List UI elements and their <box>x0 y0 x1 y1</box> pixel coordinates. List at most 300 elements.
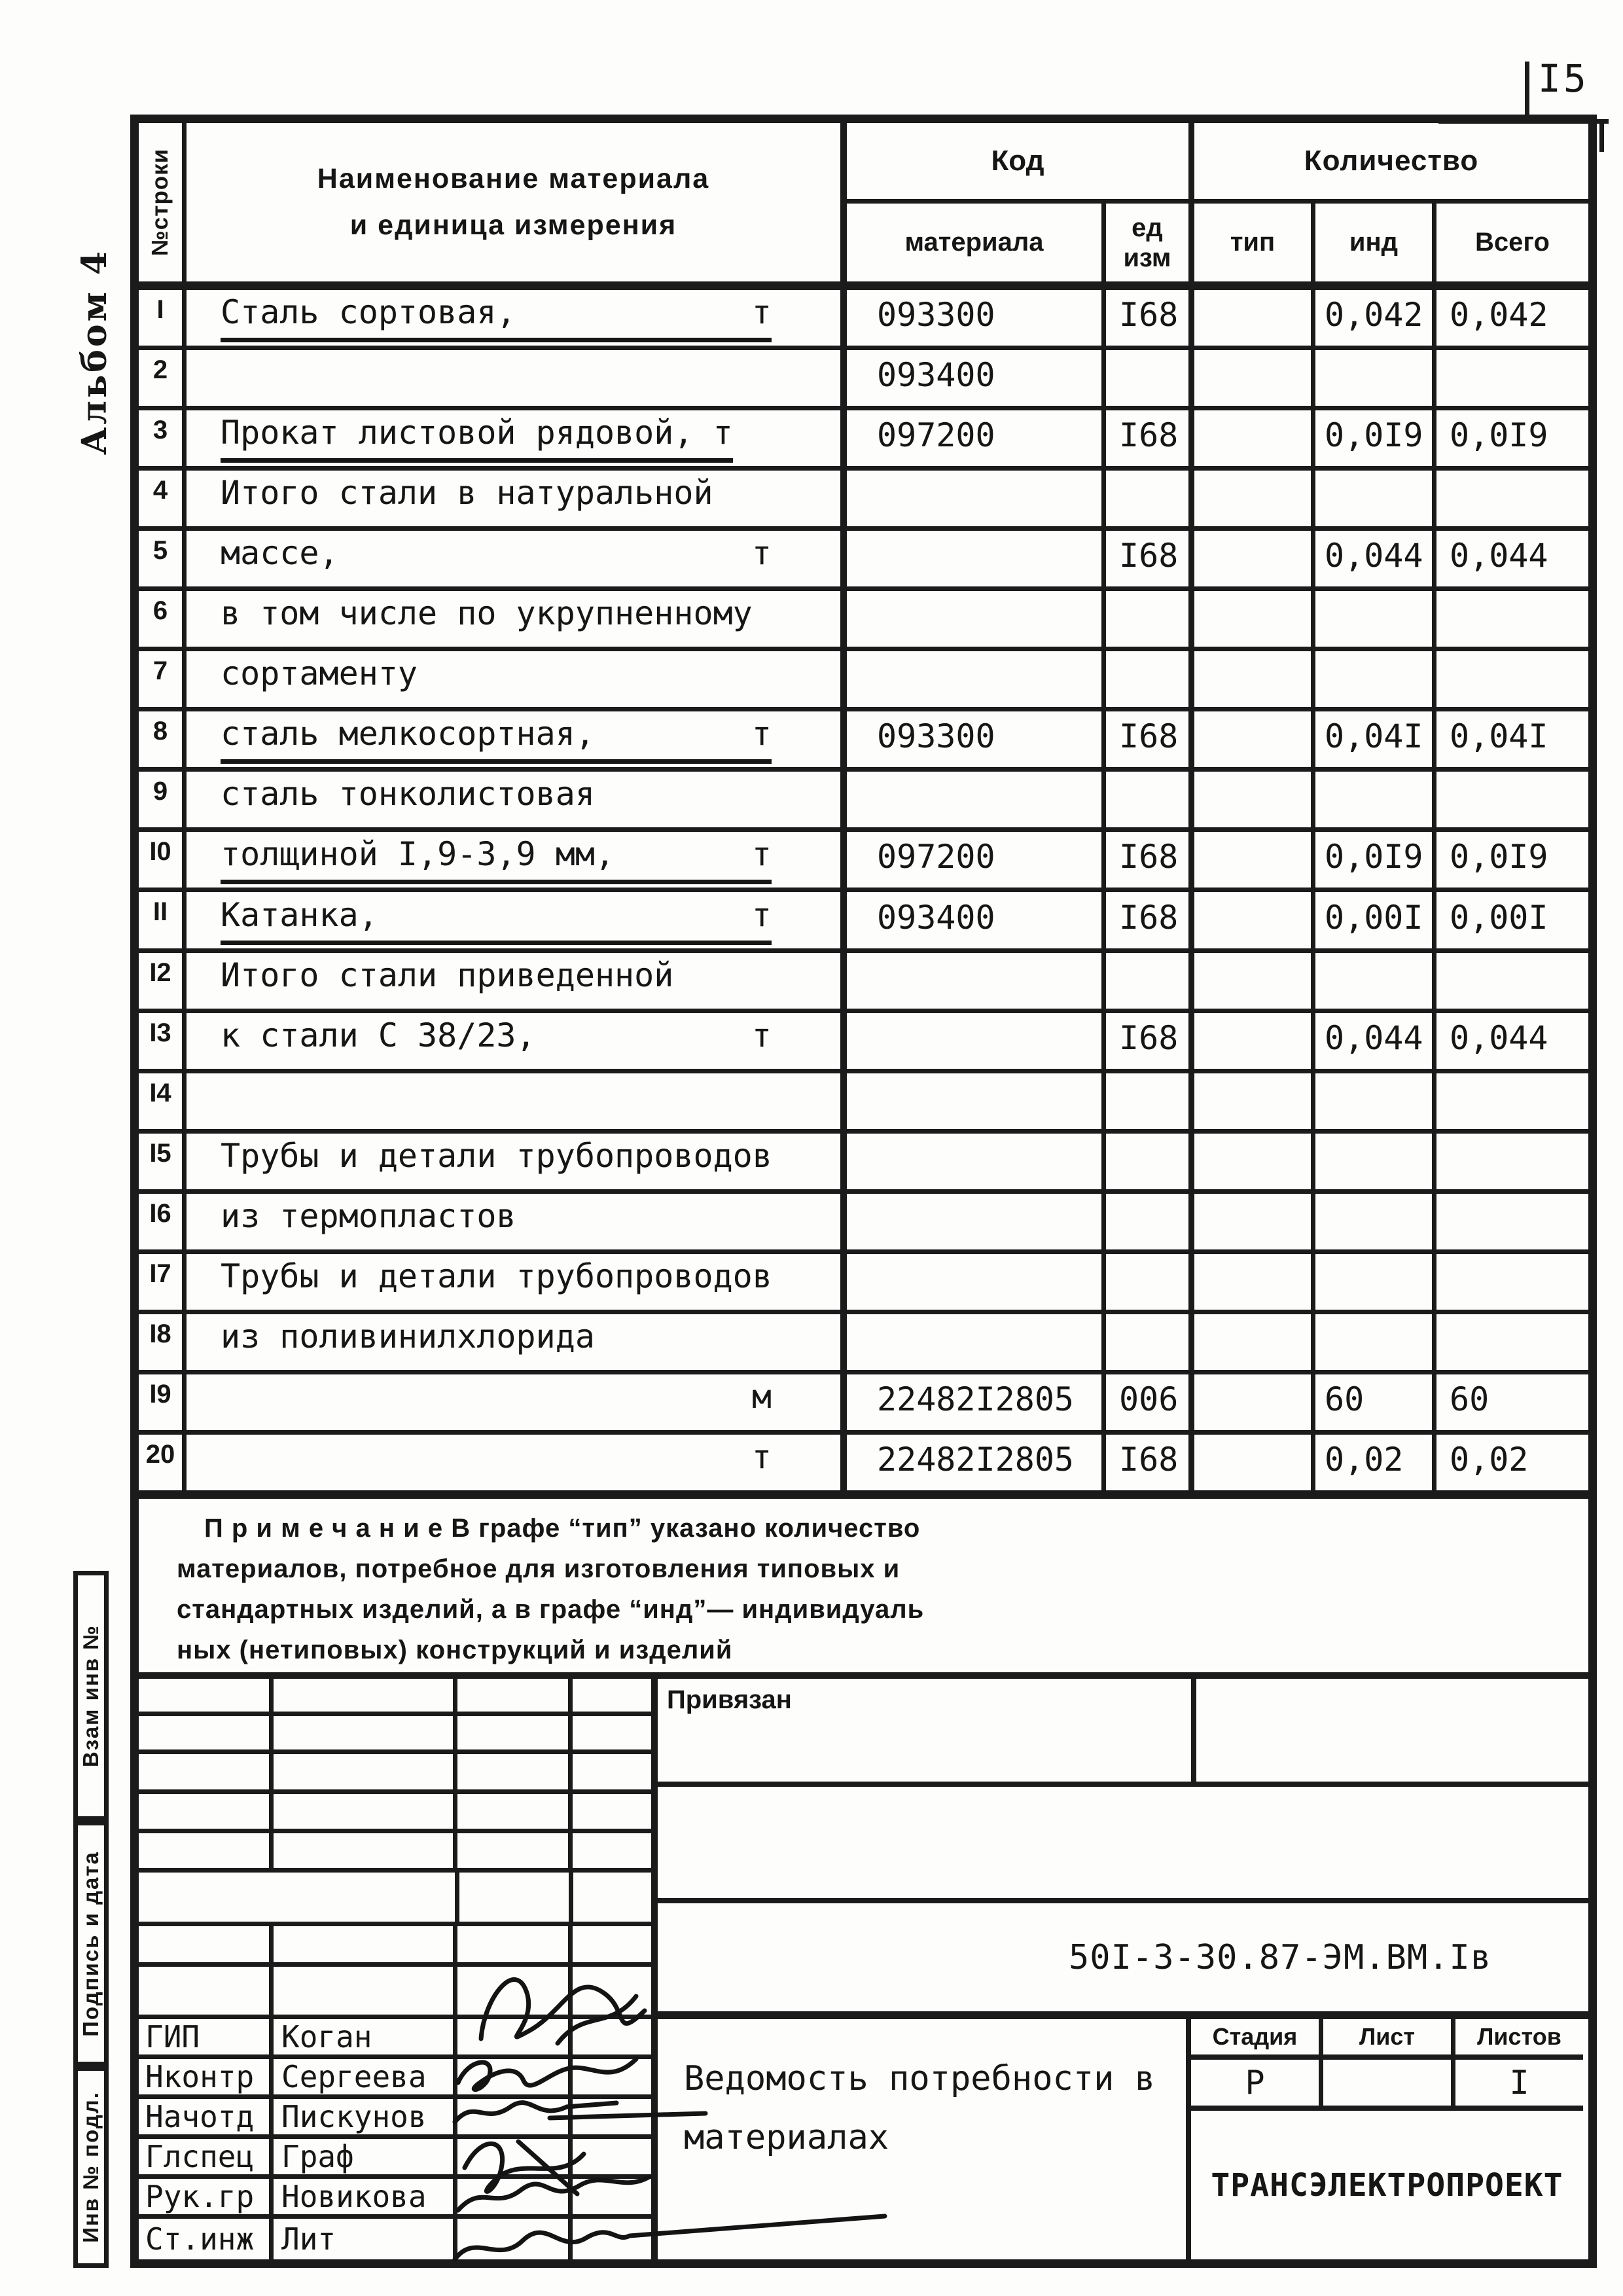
table-cell-text: I0 <box>149 837 171 867</box>
table-cell <box>1194 350 1315 406</box>
grid-cell <box>139 2059 274 2094</box>
table-cell-text: 093400 <box>877 356 995 395</box>
materials-table-header <box>139 123 1588 290</box>
grid-cell <box>457 1679 573 1712</box>
table-cell <box>139 1435 187 1490</box>
grid-cell <box>139 1967 274 2015</box>
grid-cell <box>274 1833 457 1868</box>
table-cell <box>1436 350 1588 406</box>
table-cell <box>139 1374 187 1430</box>
empty-row <box>658 1787 1588 1903</box>
table-cell <box>1194 651 1315 707</box>
table-cell <box>187 711 847 767</box>
table-cell <box>139 711 187 767</box>
table-cell-text: 0,02 <box>1325 1440 1404 1479</box>
table-cell-text: 0,042 <box>1450 296 1548 334</box>
signature-name: Пискунов <box>281 2099 427 2134</box>
table-cell-text: I9 <box>149 1379 171 1408</box>
material-name: в том числе по укрупненному <box>221 594 753 633</box>
table-row <box>139 1134 1588 1194</box>
table-cell-text: I4 <box>149 1078 171 1107</box>
table-row <box>139 711 1588 772</box>
table-cell <box>1106 711 1194 767</box>
table-cell <box>1194 711 1315 767</box>
table-cell <box>847 290 1106 346</box>
header-material-name <box>187 123 847 281</box>
table-cell-text: 6 <box>152 596 168 626</box>
material-entry <box>221 534 772 572</box>
table-cell-text: 0,00I <box>1325 898 1423 937</box>
signature-role: ГИП <box>145 2019 200 2054</box>
material-entry <box>221 715 772 764</box>
table-cell-text: 093300 <box>877 717 995 756</box>
stamp-sheet-value <box>1323 2060 1455 2106</box>
signature-role: Ст.инж <box>145 2221 255 2257</box>
grid-cell <box>139 2179 274 2214</box>
table-cell-text: I68 <box>1119 717 1179 756</box>
table-cell <box>1436 410 1588 466</box>
table-cell <box>1315 591 1436 647</box>
table-cell <box>187 1435 847 1490</box>
margin-box-inv-podl <box>73 2066 109 2268</box>
table-cell-text: 2 <box>152 355 168 385</box>
table-cell-text: 093300 <box>877 296 995 334</box>
table-cell-text: 0,044 <box>1450 537 1548 575</box>
header-type: тип <box>1194 204 1315 281</box>
table-cell <box>1194 410 1315 466</box>
table-cell-text: 8 <box>152 717 168 746</box>
material-name: Итого стали в натуральной <box>221 474 713 512</box>
table-cell <box>1194 531 1315 586</box>
table-cell <box>1436 591 1588 647</box>
table-cell <box>187 1194 847 1249</box>
table-row <box>139 1013 1588 1073</box>
table-cell-text: 0,044 <box>1325 1018 1423 1057</box>
material-entry <box>221 1318 595 1355</box>
table-cell <box>1106 651 1194 707</box>
table-row <box>139 1435 1588 1490</box>
table-cell <box>1106 1254 1194 1310</box>
stamp-sheet-label: Лист <box>1323 2019 1455 2054</box>
grid-cell <box>139 1754 274 1789</box>
table-cell <box>187 350 847 406</box>
material-name: Итого стали приведенной <box>221 956 674 994</box>
table-cell <box>139 350 187 406</box>
grid-cell <box>139 1716 274 1749</box>
header-code-material: материала <box>847 204 1106 281</box>
table-cell <box>1436 772 1588 827</box>
table-cell <box>187 1013 847 1069</box>
grid-cell <box>457 1794 573 1829</box>
table-cell-text: 097200 <box>877 838 995 876</box>
material-unit: м <box>751 1377 772 1416</box>
note-line: П р и м е ч а н и е В графе “тип” указано количество <box>204 1514 921 1543</box>
table-cell-text: I <box>156 295 164 324</box>
table-cell <box>847 471 1106 526</box>
table-cell-text: I68 <box>1119 838 1179 876</box>
table-cell-text: I68 <box>1119 537 1179 575</box>
table-cell <box>1106 350 1194 406</box>
table-cell <box>1106 410 1194 466</box>
privyazan-row-divider <box>1191 1679 1196 1787</box>
album-label-text: Альбом 4 <box>75 248 115 455</box>
table-cell-text: 20 <box>145 1439 175 1469</box>
table-cell-text: 22482I2805 <box>877 1440 1075 1479</box>
table-cell <box>1315 1194 1436 1249</box>
table-cell <box>1106 591 1194 647</box>
table-cell <box>1436 953 1588 1009</box>
table-cell <box>847 651 1106 707</box>
grid-row <box>139 1754 651 1794</box>
table-cell-text: 5 <box>152 536 168 565</box>
margin-box-podpis-data <box>73 1821 109 2066</box>
table-cell-text: 0,044 <box>1450 1018 1548 1057</box>
table-row <box>139 651 1588 711</box>
table-cell-text: I68 <box>1119 1440 1179 1479</box>
material-name: из термопластов <box>221 1196 516 1235</box>
table-cell <box>187 953 847 1009</box>
table-cell <box>847 832 1106 888</box>
table-cell-text: 4 <box>152 476 168 505</box>
stamp-sheets-label: Листов <box>1477 2023 1561 2050</box>
grid-cell <box>573 1794 651 1829</box>
table-cell <box>187 1134 847 1189</box>
table-cell <box>847 1194 1106 1249</box>
table-cell-text: II <box>152 897 168 927</box>
material-name: к стали С 38/23, <box>221 1016 536 1054</box>
table-cell <box>1106 832 1194 888</box>
material-entry <box>221 414 733 463</box>
table-cell-text: 0,0I9 <box>1325 838 1423 876</box>
header-quantity-group: Количество <box>1194 123 1588 204</box>
material-name: массе, <box>221 534 339 573</box>
table-cell <box>1315 772 1436 827</box>
signature-piskunov-dash <box>550 2113 705 2118</box>
signature-name: Лит <box>281 2221 336 2257</box>
grid-cell <box>573 1754 651 1789</box>
table-cell <box>1315 1435 1436 1490</box>
table-cell <box>1315 531 1436 586</box>
table-cell <box>847 1013 1106 1069</box>
table-cell <box>1106 953 1194 1009</box>
table-cell-text: 9 <box>152 777 168 806</box>
material-unit: т <box>751 293 772 332</box>
table-cell <box>1194 591 1315 647</box>
header-total: Всего <box>1475 228 1550 257</box>
table-cell <box>847 711 1106 767</box>
table-cell <box>187 410 847 466</box>
table-row <box>139 1194 1588 1254</box>
table-cell <box>139 892 187 948</box>
table-cell <box>139 531 187 586</box>
table-cell <box>139 832 187 888</box>
material-unit: т <box>751 895 772 934</box>
table-cell <box>187 832 847 888</box>
table-cell <box>1436 1435 1588 1490</box>
table-cell <box>1194 1194 1315 1249</box>
table-cell <box>187 892 847 948</box>
table-cell-text: 006 <box>1119 1380 1179 1418</box>
material-unit: т <box>751 835 772 874</box>
grid-cell <box>274 1679 457 1712</box>
signature-sergeeva <box>458 2059 636 2090</box>
table-cell <box>139 1314 187 1370</box>
table-row <box>139 290 1588 350</box>
grid-cell <box>139 1833 274 1868</box>
table-cell <box>1315 953 1436 1009</box>
grid-cell <box>139 1926 274 1962</box>
album-label <box>52 248 137 455</box>
signature-role: Рук.гр <box>145 2179 255 2214</box>
note-line: материалов, потребное для изготовления типовых и <box>177 1554 901 1583</box>
table-cell <box>1106 531 1194 586</box>
table-cell <box>847 350 1106 406</box>
material-entry <box>221 1378 772 1416</box>
table-row <box>139 1314 1588 1374</box>
grid-cell <box>139 2019 274 2054</box>
table-cell <box>1194 1013 1315 1069</box>
table-cell <box>1436 1374 1588 1430</box>
inventory-number-row <box>139 1873 651 1926</box>
stamp-value-row <box>1191 2060 1583 2111</box>
table-cell <box>1194 892 1315 948</box>
table-cell-text: 0,0I9 <box>1450 838 1548 876</box>
material-name: Сталь сортовая, <box>221 293 516 332</box>
table-cell <box>847 1073 1106 1129</box>
table-cell <box>847 410 1106 466</box>
table-cell <box>1194 290 1315 346</box>
table-row <box>139 1254 1588 1314</box>
grid-cell <box>457 1833 573 1868</box>
table-cell <box>139 591 187 647</box>
grid-cell <box>139 1873 459 1922</box>
table-cell-text: 0,042 <box>1325 296 1423 334</box>
signature-name: Сергеева <box>281 2059 427 2094</box>
table-cell-text: 0,0I9 <box>1450 416 1548 455</box>
table-cell <box>1315 711 1436 767</box>
material-name: толщиной I,9-3,9 мм, <box>221 835 615 874</box>
grid-cell <box>139 2099 274 2134</box>
material-entry <box>221 1137 772 1175</box>
table-cell <box>187 591 847 647</box>
material-entry <box>221 594 753 632</box>
page-sheet-number: I5 <box>1538 56 1589 101</box>
table-cell <box>1106 1314 1194 1370</box>
material-unit: т <box>751 534 772 573</box>
margin-box-vzam-inv <box>73 1571 109 1821</box>
table-cell <box>1194 1374 1315 1430</box>
stamp-header-row <box>1191 2019 1583 2060</box>
table-cell <box>1194 832 1315 888</box>
table-cell-text: I6 <box>149 1198 171 1228</box>
table-row <box>139 1374 1588 1435</box>
table-cell-text: 0,0I9 <box>1325 416 1423 455</box>
table-cell <box>139 471 187 526</box>
table-cell <box>1315 410 1436 466</box>
table-cell <box>1436 1314 1588 1370</box>
document-title-line1: Ведомость потребности в <box>684 2059 1156 2098</box>
stamp-stage-value: Р <box>1191 2060 1323 2106</box>
table-cell-text: 093400 <box>877 898 995 937</box>
table-cell <box>1106 1435 1194 1490</box>
table-cell <box>1315 1013 1436 1069</box>
document-number: 50I-3-30.87-ЭМ.ВМ.Iв <box>1069 1937 1492 1977</box>
table-cell <box>1436 1254 1588 1310</box>
table-cell <box>1315 1254 1436 1310</box>
grid-row <box>139 1679 651 1716</box>
material-entry <box>221 1197 516 1235</box>
table-cell <box>1436 471 1588 526</box>
table-cell <box>1436 651 1588 707</box>
table-cell <box>1194 1073 1315 1129</box>
material-entry <box>221 835 772 884</box>
stamp-sheets-value: I <box>1509 2064 1529 2102</box>
grid-cell <box>573 1716 651 1749</box>
table-cell <box>847 531 1106 586</box>
table-cell <box>187 1314 847 1370</box>
signature-role: Начотд <box>145 2099 255 2134</box>
material-name: сортаменту <box>221 655 418 693</box>
table-row <box>139 1073 1588 1134</box>
table-cell-text: 0,02 <box>1450 1440 1529 1479</box>
table-cell <box>1106 290 1194 346</box>
signature-name: Коган <box>281 2019 372 2054</box>
table-cell <box>139 953 187 1009</box>
material-name: Прокат листовой рядовой, т <box>221 414 733 452</box>
material-entry <box>221 956 673 994</box>
table-cell <box>1436 711 1588 767</box>
material-entry <box>221 655 418 692</box>
table-cell <box>187 1374 847 1430</box>
margin-label-inv-podl: Инв № подл. <box>79 2091 103 2243</box>
stamp-stage-label: Стадия <box>1191 2019 1323 2054</box>
table-cell-text: 7 <box>152 656 168 686</box>
material-unit: т <box>751 715 772 753</box>
table-row <box>139 953 1588 1013</box>
margin-label-vzam: Взам инв № <box>79 1624 103 1768</box>
table-cell-text: I7 <box>149 1259 171 1288</box>
table-cell <box>1106 892 1194 948</box>
header-row-number <box>139 123 187 281</box>
table-cell <box>187 531 847 586</box>
table-row <box>139 591 1588 651</box>
grid-row <box>139 1794 651 1833</box>
signatures-overlay <box>419 1931 955 2296</box>
table-cell <box>1106 471 1194 526</box>
table-row <box>139 892 1588 952</box>
table-cell <box>187 772 847 827</box>
table-cell <box>847 1435 1106 1490</box>
table-cell <box>139 1013 187 1069</box>
material-entry <box>221 896 772 945</box>
table-cell <box>139 651 187 707</box>
table-row <box>139 772 1588 832</box>
table-cell <box>1436 531 1588 586</box>
grid-cell <box>139 2139 274 2174</box>
table-cell <box>847 591 1106 647</box>
table-cell <box>187 1073 847 1129</box>
privyazan-row <box>658 1679 1588 1787</box>
header-material-name-line2: и единица измерения <box>349 209 677 241</box>
grid-cell <box>573 1873 651 1922</box>
signature-name: Граф <box>281 2139 354 2174</box>
table-cell-text: 097200 <box>877 416 995 455</box>
margin-label-podpis: Подпись и дата <box>79 1850 103 2037</box>
table-cell-text: I68 <box>1119 296 1179 334</box>
table-cell-text: I68 <box>1119 416 1179 455</box>
material-entry <box>221 1438 772 1476</box>
table-cell <box>187 1254 847 1310</box>
table-cell <box>1315 290 1436 346</box>
signature-name: Новикова <box>281 2179 427 2214</box>
table-cell <box>847 1134 1106 1189</box>
header-row-number-text: №строки <box>147 148 173 257</box>
material-name: Трубы и детали трубопроводов <box>221 1136 772 1175</box>
privyazan-label: Привязан <box>667 1685 792 1714</box>
stamp-mini-table <box>1191 2019 1583 2259</box>
table-cell <box>1315 471 1436 526</box>
table-cell <box>1436 832 1588 888</box>
table-cell <box>139 1194 187 1249</box>
document-title-line2: материалах <box>684 2118 889 2157</box>
table-cell <box>187 471 847 526</box>
table-cell-text: 0,044 <box>1325 537 1423 575</box>
table-cell <box>847 892 1106 948</box>
note-line: стандартных изделий, а в графе “инд”— индивидуаль <box>177 1595 925 1624</box>
grid-cell <box>139 2219 274 2259</box>
table-cell <box>1194 772 1315 827</box>
material-unit: т <box>751 1016 772 1054</box>
table-cell <box>187 290 847 346</box>
table-cell <box>847 1254 1106 1310</box>
materials-table-body <box>139 290 1588 1490</box>
table-cell <box>1315 350 1436 406</box>
material-entry <box>221 775 595 813</box>
header-unit <box>1106 204 1194 281</box>
table-cell <box>1106 1073 1194 1129</box>
organization-name: ТРАНСЭЛЕКТРОПРОЕКТ <box>1211 2166 1563 2204</box>
table-cell <box>847 1314 1106 1370</box>
table-cell <box>1436 1134 1588 1189</box>
table-cell <box>139 1134 187 1189</box>
material-entry <box>221 1016 772 1054</box>
table-cell-text: 0,04I <box>1450 717 1548 756</box>
grid-cell <box>139 1679 274 1712</box>
table-cell <box>847 772 1106 827</box>
table-cell-text: I2 <box>149 958 171 987</box>
grid-cell <box>274 1754 457 1789</box>
table-cell-text: I68 <box>1119 1018 1179 1057</box>
header-unit-line1: ед <box>1132 213 1163 242</box>
table-cell-text: 0,04I <box>1325 717 1423 756</box>
signature-role: Глспец <box>145 2139 255 2174</box>
table-cell-text: I8 <box>149 1319 171 1348</box>
table-cell <box>1194 1254 1315 1310</box>
table-cell <box>1106 1134 1194 1189</box>
note-box <box>130 1499 1597 1679</box>
material-name: сталь мелкосортная, <box>221 715 595 753</box>
grid-cell <box>274 1794 457 1829</box>
table-cell <box>139 1073 187 1129</box>
material-unit: т <box>751 1437 772 1476</box>
grid-row <box>139 1716 651 1754</box>
table-cell <box>1194 1134 1315 1189</box>
material-entry <box>221 1257 772 1295</box>
corner-mark-tick <box>1599 119 1604 152</box>
table-cell-text: I3 <box>149 1018 171 1047</box>
table-cell <box>1315 1134 1436 1189</box>
table-cell <box>1315 1314 1436 1370</box>
